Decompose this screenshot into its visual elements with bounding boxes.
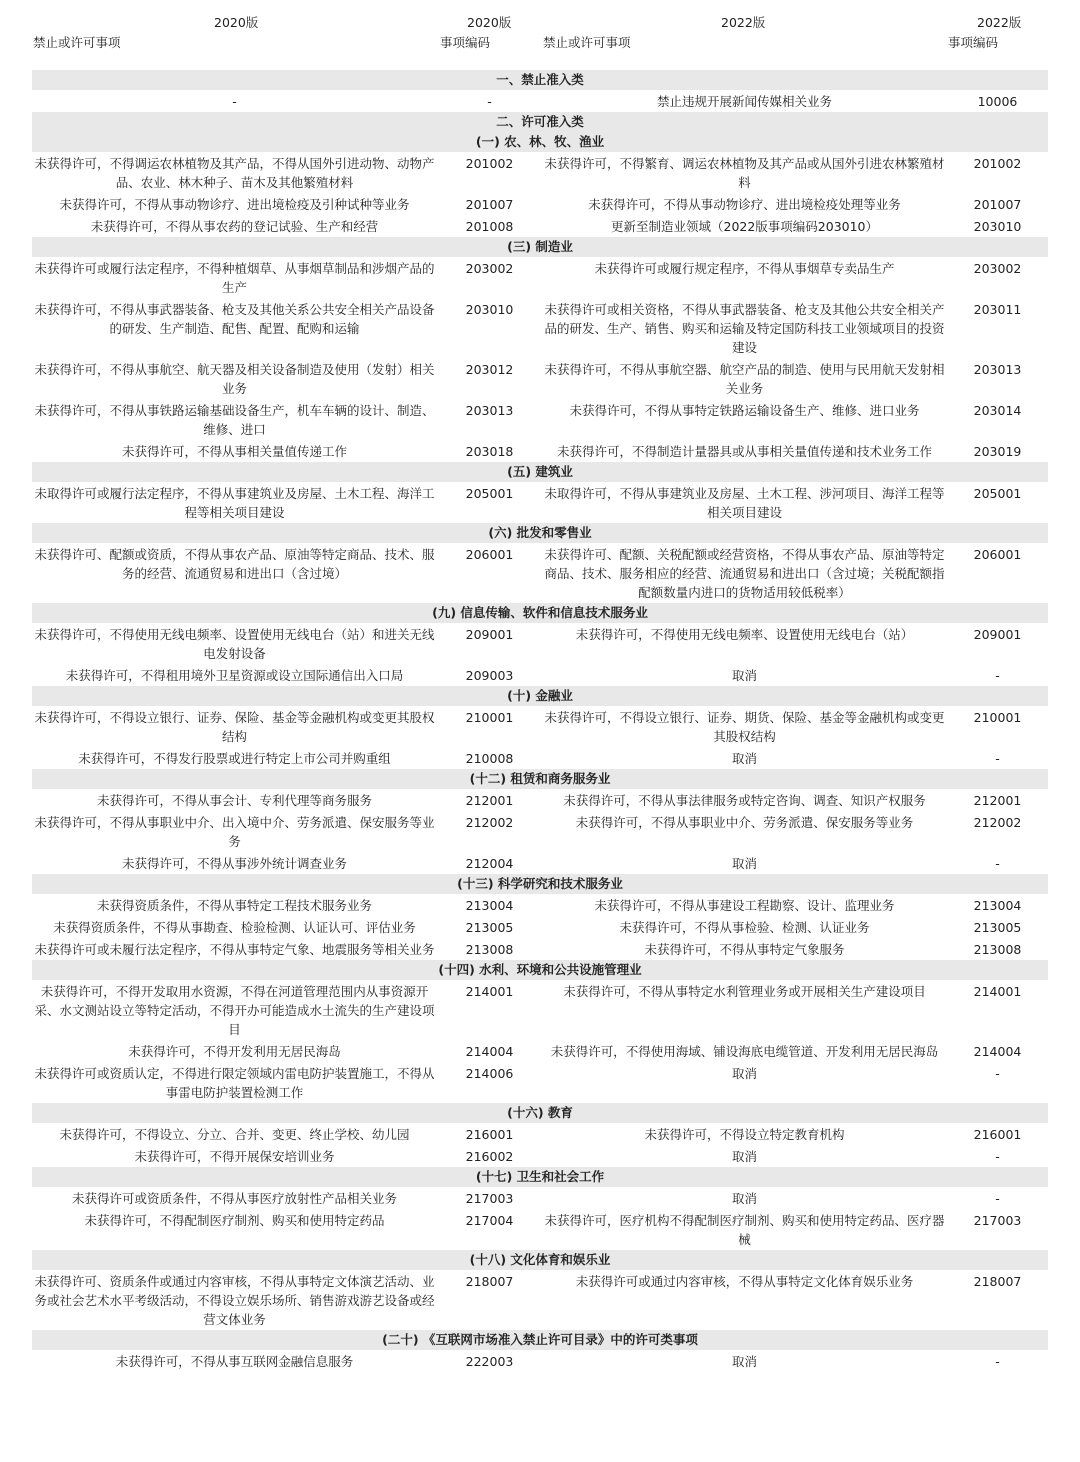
table-row [32, 193, 1048, 215]
code-2020: 216001 [465, 1126, 514, 1142]
table-row [32, 706, 1048, 747]
code-2020: 218007 [465, 1273, 514, 1289]
table-row [32, 90, 1048, 112]
section-heading: (十) 金融业 [32, 686, 1048, 706]
item-2022: 未获得许可，不得制造计量器具或从事相关量值传递和技术业务工作 [556, 443, 932, 459]
item-2022: 取消 [731, 1190, 757, 1206]
code-2020: 213005 [465, 919, 514, 935]
table-row [32, 543, 1048, 603]
section-heading: (二十) 《互联网市场准入禁止许可目录》中的许可类事项 [32, 1330, 1048, 1350]
item-2022: 更新至制造业领域（2022版事项编码203010） [610, 218, 879, 234]
item-2022: 未获得许可或通过内容审核，不得从事特定文化体育娱乐业务 [575, 1273, 914, 1289]
item-2020: 未获得许可，不得配制医疗制剂、购买和使用特定药品 [84, 1212, 385, 1228]
item-2020: 未获得许可或资质条件，不得从事医疗放射性产品相关业务 [71, 1190, 397, 1206]
item-2020: - [232, 93, 237, 109]
table-row [32, 1040, 1048, 1062]
item-2022: 未获得许可，不得从事特定水利管理业务或开展相关生产建设项目 [563, 983, 926, 999]
code-2020: 210001 [465, 709, 514, 725]
code-2022: - [995, 667, 1000, 683]
code-2020: 209001 [465, 626, 514, 642]
code-2022: 213008 [973, 941, 1022, 957]
item-2022: 未获得许可，不得从事航空器、航空产品的制造、使用与民用航天发射相关业务 [544, 361, 945, 396]
table-row [32, 938, 1048, 960]
table-header [0, 0, 1080, 70]
header-2022-code-version: 2022版 [977, 15, 1022, 30]
item-2022: 未获得许可或履行规定程序，不得从事烟草专卖品生产 [594, 260, 895, 276]
code-2022: 206001 [973, 546, 1022, 562]
item-2022: 未获得许可，不得从事动物诊疗、进出境检疫处理等业务 [588, 196, 901, 212]
code-2022: 214001 [973, 983, 1022, 999]
item-2020: 未获得许可，不得发行股票或进行特定上市公司并购重组 [78, 750, 391, 766]
item-2022: 未获得许可，不得从事特定铁路运输设备生产、维修、进口业务 [569, 402, 920, 418]
table-row [32, 152, 1048, 193]
item-2022: 禁止违规开展新闻传媒相关业务 [656, 93, 832, 109]
item-2020: 未获得资质条件，不得从事勘查、检验检测、认证认可、评估业务 [53, 919, 416, 935]
section-heading: (九) 信息传输、软件和信息技术服务业 [32, 603, 1048, 623]
code-2020: 203018 [465, 443, 514, 459]
item-2022: 取消 [731, 855, 757, 871]
item-2020: 未获得许可或资质认定，不得进行限定领域内雷电防护装置施工，不得从事雷电防护装置检测工作 [34, 1065, 435, 1100]
item-2020: 未获得许可，不得从事职业中介、出入境中介、劳务派遣、保安服务等业务 [34, 814, 435, 849]
table-row [32, 482, 1048, 523]
table-row [32, 298, 1048, 358]
item-2022: 未获得许可，不得使用海域、铺设海底电缆管道、开发利用无居民海岛 [550, 1043, 939, 1059]
code-2022: - [995, 1190, 1000, 1206]
header-2020-code: 事项编码 [440, 35, 491, 50]
section-heading: (十四) 水利、环境和公共设施管理业 [32, 960, 1048, 980]
item-2020: 未获得许可，不得调运农林植物及其产品，不得从国外引进动物、动物产品、农业、林木种子、苗木及其他繁殖材料 [34, 155, 435, 190]
code-2022: 203014 [973, 402, 1022, 418]
section-heading: (十六) 教育 [32, 1103, 1048, 1123]
item-2022: 未获得许可，不得从事检验、检测、认证业务 [619, 919, 870, 935]
header-2022-code: 事项编码 [948, 35, 999, 50]
table-row [32, 1145, 1048, 1167]
code-2020: 205001 [465, 485, 514, 501]
header-2022-version: 2022版 [721, 15, 766, 30]
item-2020: 未获得许可，不得从事农药的登记试验、生产和经营 [90, 218, 379, 234]
item-2020: 未取得许可或履行法定程序，不得从事建筑业及房屋、土木工程、海洋工程等相关项目建设 [34, 485, 435, 520]
code-2020: 203010 [465, 301, 514, 317]
code-2022: 203002 [973, 260, 1022, 276]
code-2020: 217004 [465, 1212, 514, 1228]
item-2020: 未获得许可，不得从事动物诊疗、进出境检疫及引种试种等业务 [59, 196, 410, 212]
item-2020: 未获得许可，不得设立银行、证券、保险、基金等金融机构或变更其股权结构 [34, 709, 435, 744]
item-2020: 未获得许可，不得开发取用水资源，不得在河道管理范围内从事资源开采、水文测站设立等特定活动，不得开办可能造成水土流失的生产建设项目 [34, 983, 435, 1037]
code-2020: 206001 [465, 546, 514, 562]
code-2022: 203011 [973, 301, 1022, 317]
table-row [32, 440, 1048, 462]
item-2020: 未获得许可，不得从事互联网金融信息服务 [115, 1353, 354, 1369]
section-heading: (十八) 文化体育和娱乐业 [32, 1250, 1048, 1270]
item-2022: 取消 [731, 750, 757, 766]
item-2022: 未获得许可，医疗机构不得配制医疗制剂、购买和使用特定药品、医疗器械 [544, 1212, 945, 1247]
code-2020: 214004 [465, 1043, 514, 1059]
code-2020: 212001 [465, 792, 514, 808]
item-2022: 未获得许可或相关资格，不得从事武器装备、枪支及其他公共安全相关产品的研发、生产、销售、购买和运输及特定国防科技工业领域项目的投资建设 [544, 301, 945, 355]
item-2020: 未获得许可，不得从事会计、专利代理等商务服务 [96, 792, 372, 808]
section-heading: (三) 制造业 [32, 237, 1048, 257]
table-row [32, 664, 1048, 686]
item-2022: 取消 [731, 1065, 757, 1081]
table-row [32, 358, 1048, 399]
item-2020: 未获得许可，不得从事航空、航天器及相关设备制造及使用（发射）相关业务 [34, 361, 435, 396]
section-heading: (五) 建筑业 [32, 462, 1048, 482]
code-2022: 205001 [973, 485, 1022, 501]
item-2022: 未获得许可，不得繁育、调运农林植物及其产品或从国外引进农林繁殖材料 [544, 155, 945, 190]
item-2022: 未获得许可，不得从事特定气象服务 [644, 941, 845, 957]
item-2020: 未获得许可，不得开展保安培训业务 [134, 1148, 335, 1164]
code-2020: 201008 [465, 218, 514, 234]
comparison-table [0, 70, 1080, 1372]
item-2020: 未获得许可或履行法定程序，不得种植烟草、从事烟草制品和涉烟产品的生产 [34, 260, 435, 295]
item-2022: 未获得许可，不得使用无线电频率、设置使用无线电台（站） [575, 626, 914, 642]
code-2022: 218007 [973, 1273, 1022, 1289]
item-2022: 未获得许可，不得从事法律服务或特定咨询、调查、知识产权服务 [563, 792, 926, 808]
item-2020: 未获得许可，不得使用无线电频率、设置使用无线电台（站）和进关无线电发射设备 [34, 626, 435, 661]
header-2020-item: 禁止或许可事项 [33, 35, 121, 50]
item-2020: 未获得许可、配额或资质，不得从事农产品、原油等特定商品、技术、服务的经营、流通贸易和进出口（含过境） [34, 546, 435, 581]
table-row [32, 1270, 1048, 1330]
section-heading: (六) 批发和零售业 [32, 523, 1048, 543]
code-2020: 201002 [465, 155, 514, 171]
header-2022-item: 禁止或许可事项 [543, 35, 631, 50]
code-2020: - [487, 93, 492, 109]
item-2022: 未获得许可、配额、关税配额或经营资格，不得从事农产品、原油等特定商品、技术、服务相应的经营、流通贸易和进出口（含过境；关税配额指配额数量内进口的货物适用较低税率） [544, 546, 945, 600]
table-row [32, 257, 1048, 298]
table-row [32, 852, 1048, 874]
code-2020: 201007 [465, 196, 514, 212]
code-2020: 222003 [465, 1353, 514, 1369]
code-2022: 213004 [973, 897, 1022, 913]
code-2022: 213005 [973, 919, 1022, 935]
item-2022: 未取得许可，不得从事建筑业及房屋、土木工程、涉河项目、海洋工程等相关项目建设 [544, 485, 945, 520]
table-row [32, 789, 1048, 811]
code-2022: - [995, 855, 1000, 871]
code-2022: 203010 [973, 218, 1022, 234]
section-heading: 二、许可准入类 [32, 112, 1048, 132]
item-2020: 未获得资质条件，不得从事特定工程技术服务业务 [96, 897, 372, 913]
section-heading: (十三) 科学研究和技术服务业 [32, 874, 1048, 894]
section-heading: (十七) 卫生和社会工作 [32, 1167, 1048, 1187]
table-row [32, 1350, 1048, 1372]
code-2020: 214001 [465, 983, 514, 999]
item-2020: 未获得许可，不得设立、分立、合并、变更、终止学校、幼儿园 [59, 1126, 410, 1142]
table-row [32, 980, 1048, 1040]
code-2020: 209003 [465, 667, 514, 683]
code-2022: - [995, 1065, 1000, 1081]
code-2022: 212002 [973, 814, 1022, 830]
item-2022: 未获得许可，不得从事建设工程勘察、设计、监理业务 [594, 897, 895, 913]
table-row [32, 916, 1048, 938]
item-2022: 未获得许可，不得从事职业中介、劳务派遣、保安服务等业务 [575, 814, 914, 830]
table-row [32, 1187, 1048, 1209]
item-2022: 取消 [731, 1148, 757, 1164]
table-row [32, 399, 1048, 440]
table-row [32, 1123, 1048, 1145]
code-2020: 203013 [465, 402, 514, 418]
section-heading: (十二) 租赁和商务服务业 [32, 769, 1048, 789]
header-2020-code-version: 2020版 [467, 15, 512, 30]
code-2022: 201007 [973, 196, 1022, 212]
table-row [32, 811, 1048, 852]
table-row [32, 747, 1048, 769]
code-2020: 203012 [465, 361, 514, 377]
code-2020: 203002 [465, 260, 514, 276]
code-2022: - [995, 1148, 1000, 1164]
header-2020-version: 2020版 [214, 15, 259, 30]
item-2020: 未获得许可，不得从事铁路运输基础设备生产，机车车辆的设计、制造、维修、进口 [34, 402, 435, 437]
table-row [32, 1209, 1048, 1250]
code-2020: 216002 [465, 1148, 514, 1164]
item-2022: 取消 [731, 667, 757, 683]
item-2020: 未获得许可，不得从事武器装备、枪支及其他关系公共安全相关产品设备的研发、生产制造、配售、配置、配购和运输 [34, 301, 435, 336]
item-2022: 未获得许可，不得设立银行、证券、期货、保险、基金等金融机构或变更其股权结构 [544, 709, 945, 744]
table-row [32, 1062, 1048, 1103]
code-2022: - [995, 750, 1000, 766]
table-row [32, 623, 1048, 664]
code-2022: 203019 [973, 443, 1022, 459]
item-2022: 未获得许可，不得设立特定教育机构 [644, 1126, 845, 1142]
code-2022: 210001 [973, 709, 1022, 725]
code-2020: 212004 [465, 855, 514, 871]
code-2020: 213008 [465, 941, 514, 957]
item-2020: 未获得许可，不得开发利用无居民海岛 [128, 1043, 341, 1059]
code-2022: 10006 [977, 93, 1018, 109]
item-2020: 未获得许可、资质条件或通过内容审核，不得从事特定文体演艺活动、业务或社会艺术水平考级活动，不得设立娱乐场所、销售游戏游艺设备或经营文体业务 [34, 1273, 435, 1327]
table-row [32, 894, 1048, 916]
item-2020: 未获得许可或未履行法定程序，不得从事特定气象、地震服务等相关业务 [34, 941, 435, 957]
section-heading: 一、禁止准入类 [32, 70, 1048, 90]
code-2022: 203013 [973, 361, 1022, 377]
code-2022: 212001 [973, 792, 1022, 808]
code-2022: 217003 [973, 1212, 1022, 1228]
code-2022: 209001 [973, 626, 1022, 642]
code-2022: 201002 [973, 155, 1022, 171]
item-2022: 取消 [731, 1353, 757, 1369]
item-2020: 未获得许可，不得从事相关量值传递工作 [121, 443, 347, 459]
code-2022: 214004 [973, 1043, 1022, 1059]
code-2020: 212002 [465, 814, 514, 830]
item-2020: 未获得许可，不得从事涉外统计调查业务 [121, 855, 347, 871]
table-row [32, 215, 1048, 237]
section-heading: (一) 农、林、牧、渔业 [32, 132, 1048, 152]
code-2020: 217003 [465, 1190, 514, 1206]
code-2020: 213004 [465, 897, 514, 913]
code-2022: 216001 [973, 1126, 1022, 1142]
code-2020: 214006 [465, 1065, 514, 1081]
code-2022: - [995, 1353, 1000, 1369]
item-2020: 未获得许可，不得租用境外卫星资源或设立国际通信出入口局 [65, 667, 404, 683]
code-2020: 210008 [465, 750, 514, 766]
